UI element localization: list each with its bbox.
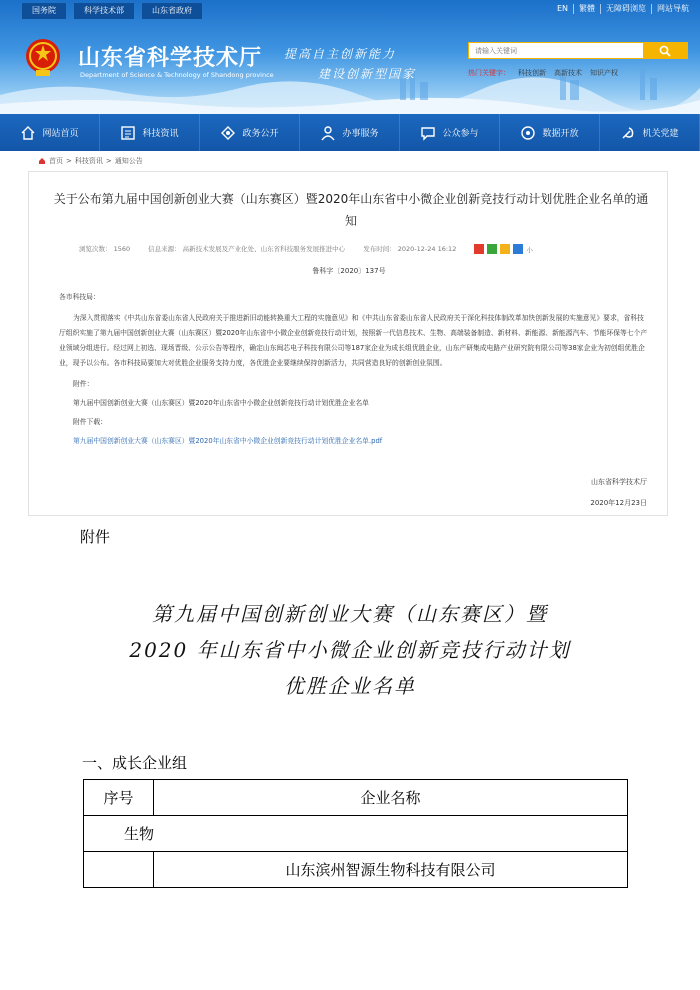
article-panel xyxy=(28,171,668,516)
breadcrumb-item[interactable]: 首页 xyxy=(49,157,63,165)
nav-item-service[interactable] xyxy=(300,114,400,151)
breadcrumb-separator: > xyxy=(105,157,112,165)
nav-item-party[interactable] xyxy=(600,114,700,151)
home-icon xyxy=(20,125,36,141)
category-row xyxy=(84,816,628,852)
qzone-share-icon[interactable] xyxy=(500,244,510,254)
attachment-heading: 附件 xyxy=(80,528,111,546)
nav-item-label: 科技资讯 xyxy=(142,129,179,139)
table-header-row xyxy=(84,780,628,816)
nav-item-label: 机关党建 xyxy=(642,129,679,139)
table-row xyxy=(84,852,628,888)
main-nav xyxy=(0,114,700,151)
breadcrumb xyxy=(38,156,143,166)
hot-keyword[interactable]: 知识产权 xyxy=(590,69,618,77)
slogan-line2: 建设创新型国家 xyxy=(318,67,417,81)
nav-item-label: 政务公开 xyxy=(242,129,279,139)
breadcrumb-item[interactable]: 通知公告 xyxy=(114,157,143,165)
doc-number: 鲁科字〔2020〕137号 xyxy=(312,267,386,275)
view-count: 浏览次数： 1560 xyxy=(79,245,131,253)
public-icon xyxy=(420,125,436,141)
hot-keyword[interactable]: 科技创新 xyxy=(518,69,546,77)
share-more-icon[interactable] xyxy=(513,244,523,254)
weibo-share-icon[interactable] xyxy=(474,244,484,254)
category-label: 生物 xyxy=(84,816,628,852)
nav-item-public[interactable] xyxy=(400,114,500,151)
top-links xyxy=(22,3,202,19)
service-icon xyxy=(320,125,336,141)
column-header: 序号 xyxy=(84,780,154,816)
nav-item-data[interactable] xyxy=(500,114,600,151)
article-meta xyxy=(79,244,639,254)
nav-item-news[interactable] xyxy=(100,114,200,151)
publish-date: 发布时间： 2020-12-24 16:12 xyxy=(363,245,457,253)
hot-keyword[interactable]: 高新技术 xyxy=(554,69,582,77)
util-link-sitemap[interactable]: 网站导航 xyxy=(651,4,694,14)
site-name-en: Department of Science & Technology of Shandong province xyxy=(80,71,274,79)
top-link-shandong-gov[interactable]: 山东省政府 xyxy=(142,3,202,19)
nav-item-gov[interactable] xyxy=(200,114,300,151)
nav-item-label: 网站首页 xyxy=(42,129,79,139)
search-input[interactable] xyxy=(469,43,643,58)
wechat-share-icon[interactable] xyxy=(487,244,497,254)
top-link-most[interactable]: 科学技术部 xyxy=(74,3,134,19)
search-icon xyxy=(659,45,671,57)
share-buttons xyxy=(474,244,533,254)
party-icon xyxy=(620,125,636,141)
download-label: 附件下载： xyxy=(73,418,107,426)
document-title xyxy=(60,596,640,704)
hot-keywords-label: 热门关键字： xyxy=(468,69,510,77)
document-title-line: 2020 年山东省中小微企业创新竞技行动计划 xyxy=(129,638,571,662)
util-link-en[interactable]: EN xyxy=(556,4,568,13)
article-title: 关于公布第九届中国创新创业大赛（山东赛区）暨2020年山东省中小微企业创新竞技行动计划优胜企业名单的通知 xyxy=(53,192,649,228)
attachment-label: 附件： xyxy=(73,380,94,388)
utility-links xyxy=(552,4,694,14)
info-source: 信息来源： 高新技术发展及产业化处、山东省科技服务发展推进中心 xyxy=(148,245,346,253)
hot-keywords xyxy=(468,68,618,78)
row-number xyxy=(84,852,154,888)
section-heading: 一、成长企业组 xyxy=(82,754,188,772)
document-title-line: 第九届中国创新创业大赛（山东赛区）暨 xyxy=(152,602,548,626)
nav-item-home[interactable] xyxy=(0,114,100,151)
nav-item-label: 公众参与 xyxy=(442,129,479,139)
font-size-small[interactable]: 小 xyxy=(526,245,533,254)
data-icon xyxy=(520,125,536,141)
home-icon xyxy=(38,157,46,165)
body-paragraph: 为深入贯彻落实《中共山东省委山东省人民政府关于推进新旧动能转换重大工程的实施意见》和《中共山东省委山东省人民政府关于深化科技体制改革加快创新发展的实施意见》要求，省科技厅组织实施了第九届中国创新创业大赛（山东赛区）暨2020年山东省中小微企业创新竞技行动计划，按照新一代信息技术、生物、高端装备制造、新材料、新能源、新能源汽车、节能环保等七个产业领域分组进行。经过网上初选、现场晋级、公示公告等程序，确定山东闽芯电子科技有限公司等187家企业为成长组优胜企业，山东产研集成电路产业研究院有限公司等38家企业为初创组优胜企业，现予以公布。各市科技局要加大对优胜企业服务支持力度，各优胜企业要继续保持创新活力，共同营造良好的创新创业氛围。 xyxy=(59,314,648,367)
search-box xyxy=(468,42,688,59)
util-link-accessibility[interactable]: 无障碍浏览 xyxy=(600,4,651,14)
breadcrumb-item[interactable]: 科技资讯 xyxy=(74,157,103,165)
document-title-line: 优胜企业名单 xyxy=(284,674,416,698)
attachment-name: 第九届中国创新创业大赛（山东赛区）暨2020年山东省中小微企业创新竞技行动计划优胜企业名单 xyxy=(73,399,369,407)
salutation: 各市科技局： xyxy=(59,293,100,301)
sign-date: 2020年12月23日 xyxy=(590,499,647,507)
search-button[interactable] xyxy=(643,43,687,58)
util-link-traditional[interactable]: 繁體 xyxy=(573,4,600,14)
article-body xyxy=(59,290,649,449)
signer: 山东省科学技术厅 xyxy=(591,478,647,486)
slogan-line1: 提高自主创新能力 xyxy=(284,47,397,61)
site-name[interactable]: 山东省科学技术厅 xyxy=(78,46,263,71)
top-link-state-council[interactable]: 国务院 xyxy=(22,3,66,19)
news-icon xyxy=(120,125,136,141)
attachment-document xyxy=(0,516,700,990)
gov-icon xyxy=(220,125,236,141)
nav-item-label: 办事服务 xyxy=(342,129,379,139)
company-name: 山东滨州智源生物科技有限公司 xyxy=(154,852,628,888)
winners-table xyxy=(83,779,628,888)
nav-item-label: 数据开放 xyxy=(542,129,579,139)
national-emblem-icon xyxy=(22,36,64,80)
breadcrumb-separator: > xyxy=(66,157,72,165)
site-header xyxy=(0,0,700,114)
download-link[interactable]: 第九届中国创新创业大赛（山东赛区）暨2020年山东省中小微企业创新竞技行动计划优胜企业名单.pdf xyxy=(73,437,383,445)
column-header: 企业名称 xyxy=(154,780,628,816)
